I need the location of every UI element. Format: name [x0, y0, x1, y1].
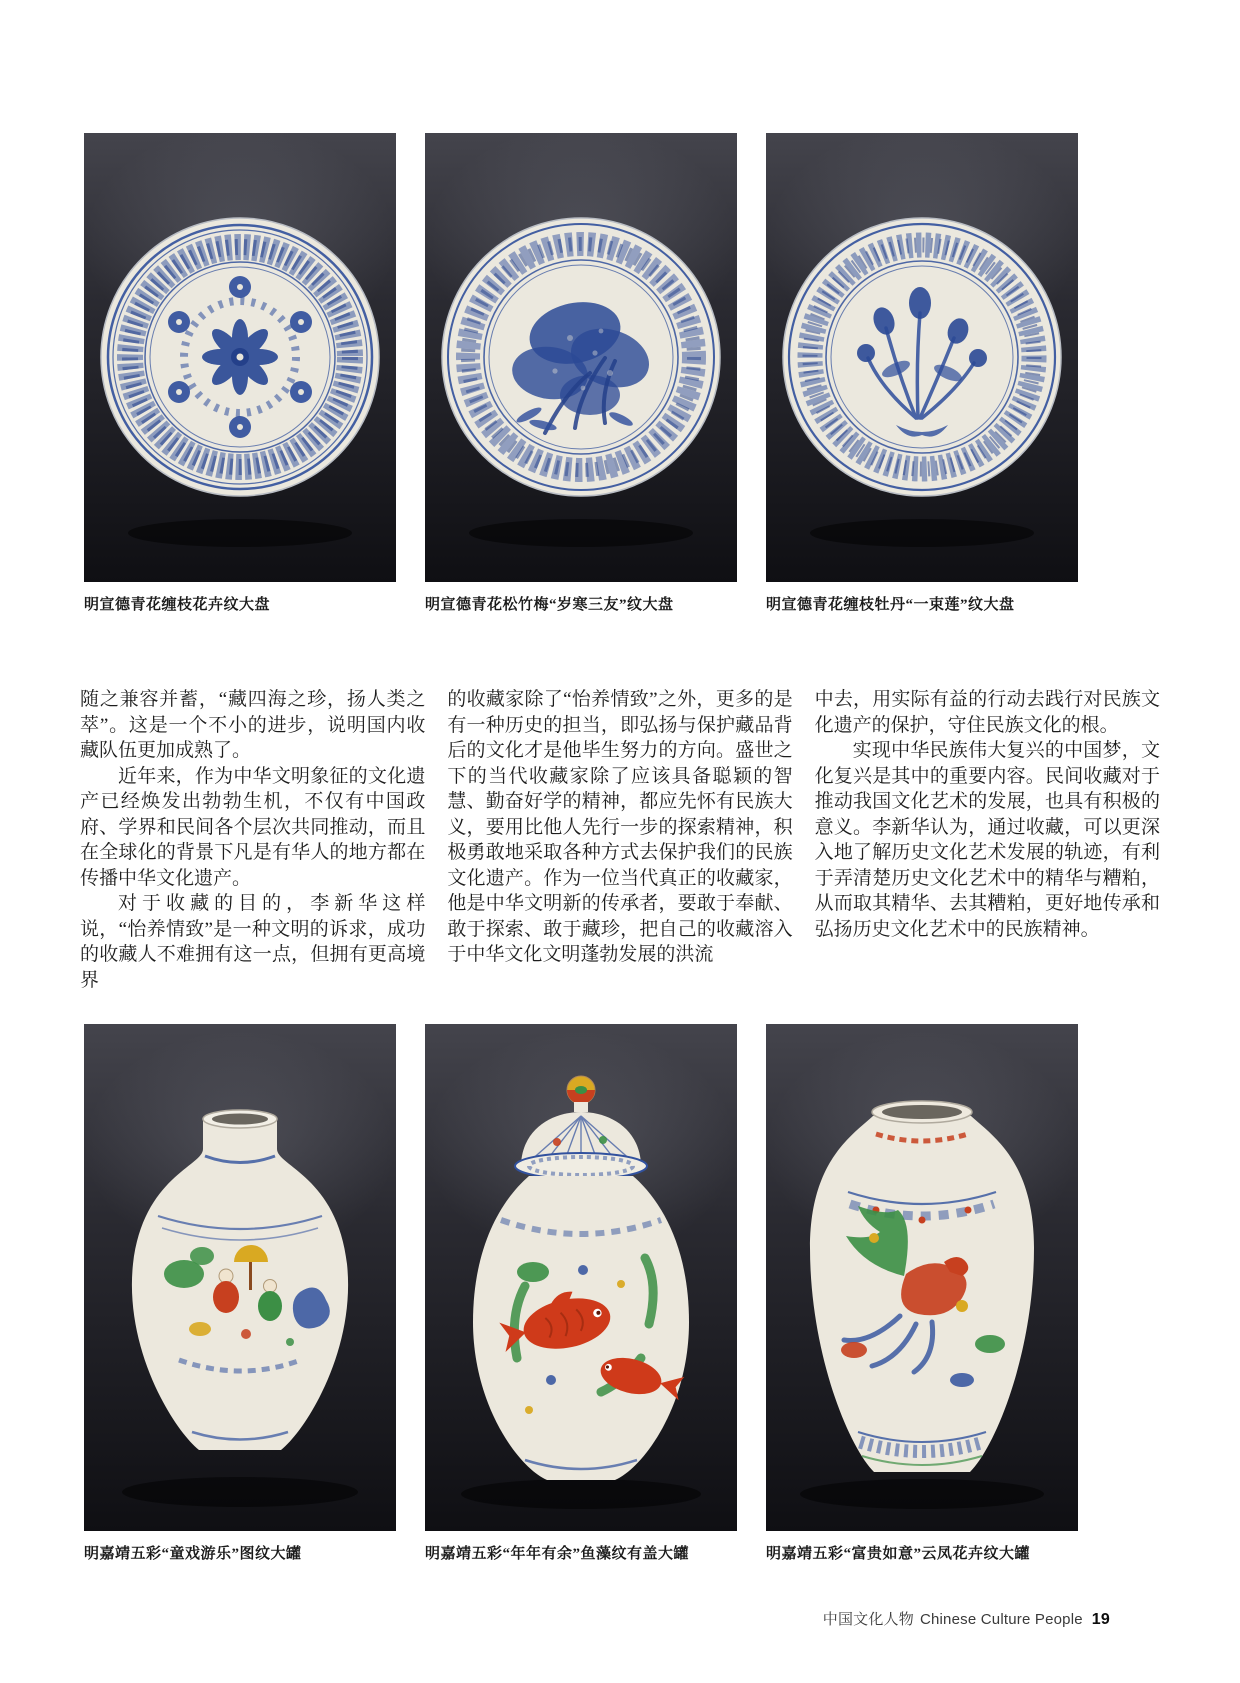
jar-children-playing-illustration [84, 1024, 396, 1531]
footer-journal-zh: 中国文化人物 [822, 1611, 914, 1628]
paragraph: 随之兼容并蓄，“藏四海之珍，扬人类之萃”。这是一个不小的进步，说明国内收藏队伍更加成熟了。 [80, 689, 426, 761]
paragraph: 中去，用实际有益的行动去践行对民族文化遗产的保护，守住民族文化的根。 [814, 689, 1160, 736]
article-column-3 [815, 687, 1160, 993]
page-footer [823, 1608, 1110, 1629]
plate-photo-3 [766, 133, 1078, 582]
footer-journal-en: Chinese Culture People [919, 1611, 1083, 1628]
figure-jar-phoenix [766, 1024, 1078, 1564]
jar-photo-2 [425, 1024, 737, 1531]
caption-plate-1: 明宣德青花缠枝花卉纹大盘 [84, 597, 271, 613]
figure-plate-lotus-bouquet [766, 133, 1078, 615]
plate-photo-2 [425, 133, 737, 582]
caption-jar-2: 明嘉靖五彩“年年有余”鱼藻纹有盖大罐 [425, 1546, 690, 1562]
jar-fish-lidded-illustration [425, 1024, 737, 1531]
jar-photo-1 [84, 1024, 396, 1531]
figure-jar-children-playing [84, 1024, 396, 1564]
paragraph: 实现中华民族伟大复兴的中国梦，文化复兴是其中的重要内容。民间收藏对于推动我国文化艺术的发展，也具有积极的意义。李新华认为，通过收藏，可以更深入地了解历史文化艺术发展的轨迹，有利于弄清楚历史文化艺术中的精华与糟粕，从而取其精华、去其糟粕，更好地传承和弘扬历史文化艺术中的民族精神。 [814, 740, 1160, 940]
figure-plate-floral-scroll [84, 133, 396, 615]
plate-three-friends-illustration [425, 133, 737, 582]
figure-jar-fish-lidded [425, 1024, 737, 1564]
paragraph: 的收藏家除了“怡养情致”之外，更多的是有一种历史的担当，即弘扬与保护藏品背后的文化才是他毕生努力的方向。盛世之下的当代收藏家除了应该具备聪颖的智慧、勤奋好学的精神，都应先怀有民族大义，要用比他人先行一步的探索精神，积极勇敢地采取各种方式去保护我们的民族文化遗产。作为一位当代真正的收藏家，他是中华文明新的传承者，要敢于奉献、敢于探索、敢于藏珍，把自己的收藏溶入于中华文化文明蓬勃发展的洪流 [447, 689, 793, 965]
caption-jar-3: 明嘉靖五彩“富贵如意”云凤花卉纹大罐 [766, 1546, 1031, 1562]
paragraph: 近年来，作为中华文明象征的文化遗产已经焕发出勃勃生机，不仅有中国政府、学界和民间各个层次共同推动，而且在全球化的背景下凡是有华人的地方都在传播中华文化遗产。 [80, 765, 426, 889]
page-number: 19 [1091, 1611, 1110, 1628]
plate-floral-scroll-illustration [84, 133, 396, 582]
caption-plate-3: 明宣德青花缠枝牡丹“一束莲”纹大盘 [766, 597, 1015, 613]
caption-plate-2: 明宣德青花松竹梅“岁寒三友”纹大盘 [425, 597, 674, 613]
jar-photo-3 [766, 1024, 1078, 1531]
figure-plate-three-friends [425, 133, 737, 615]
plate-photo-1 [84, 133, 396, 582]
gallery-bottom [0, 1024, 1240, 1564]
jar-phoenix-illustration [766, 1024, 1078, 1531]
caption-jar-1: 明嘉靖五彩“童戏游乐”图纹大罐 [84, 1546, 302, 1562]
gallery-top [0, 0, 1240, 615]
article-body [0, 687, 1240, 993]
article-column-2 [447, 687, 792, 993]
article-column-1 [80, 687, 425, 993]
plate-lotus-bouquet-illustration [766, 133, 1078, 582]
paragraph: 对于收藏的目的，李新华这样说，“怡养情致”是一种文明的诉求，成功的收藏人不难拥有这一点，但拥有更高境界 [80, 893, 426, 991]
